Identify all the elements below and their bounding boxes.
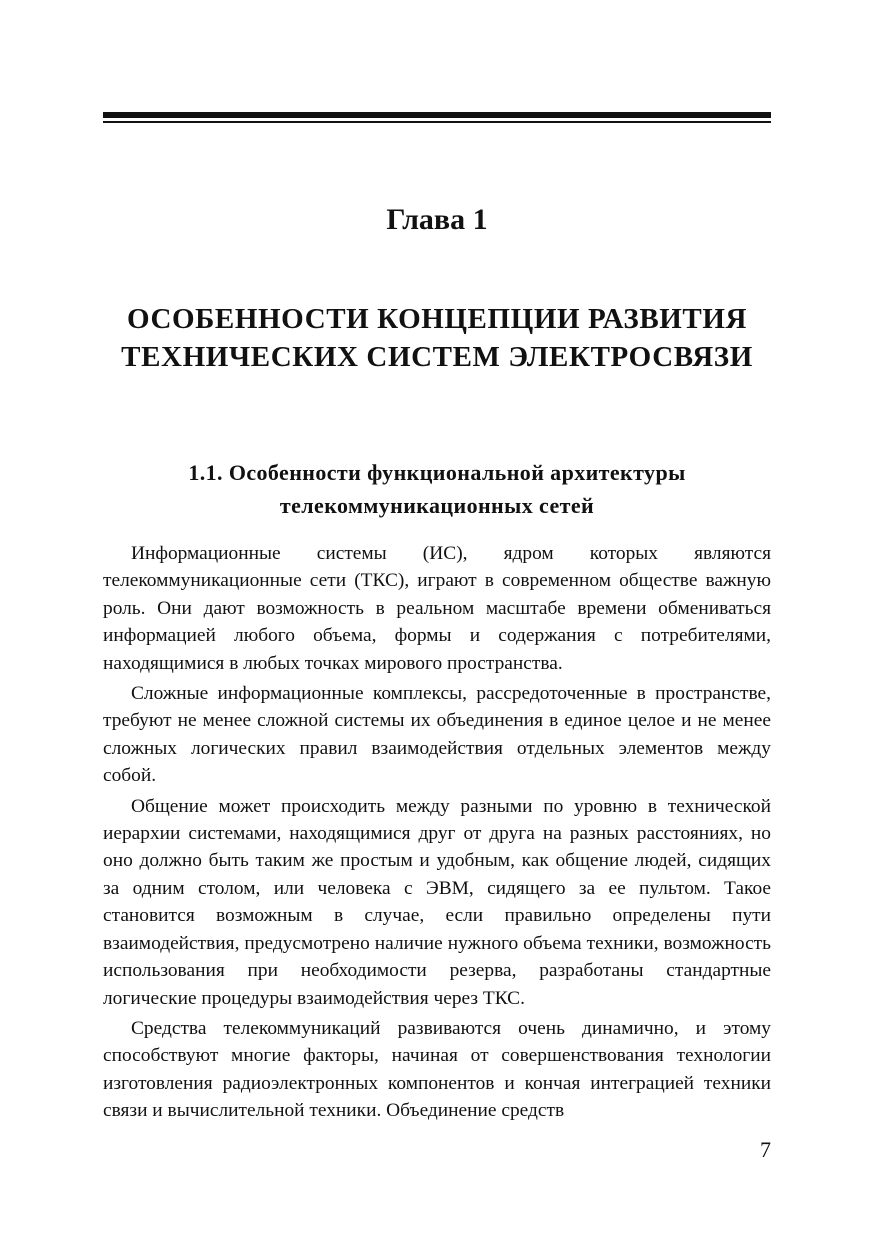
paragraph: Информационные системы (ИС), ядром которых являются телекоммуникационные сети (ТКС), играют в современном обществе важную роль. Они дают возможность в реальном масштабе времени обмениваться информацией любого объема, формы и содержания с потребителями, находящимися в любых точках мирового пространства.: [103, 543, 771, 674]
paragraph: Общение может происходить между разными по уровню в технической иерархии системами, находящимися друг от друга на разных расстояниях, но оно должно быть таким же простым и удобным, как общение людей, сидящих за одним столом, или человека с ЭВМ, сидящего за ее пультом. Такое становится возможным в случае, если правильно определены пути взаимодействия, предусмотрено наличие нужного объема техники, возможность использования при необходимости резерва, разработаны стандартные логические процедуры взаимодействия через ТКС.: [103, 795, 771, 1009]
section-heading-line: телекоммуникационных сетей: [279, 493, 595, 518]
paragraph: Сложные информационные комплексы, рассредоточенные в пространстве, требуют не менее сложной системы их объединения в единое целое и не менее сложных логических правил взаимодействия отдельных элементов между собой.: [103, 683, 771, 787]
header-rule-thin: [103, 121, 771, 123]
chapter-title-line: ОСОБЕННОСТИ КОНЦЕПЦИИ РАЗВИТИЯ: [126, 303, 748, 335]
chapter-title: [103, 300, 771, 376]
chapter-label: Глава 1: [386, 203, 488, 236]
header-rule-thick: [103, 112, 771, 118]
section-heading-line: 1.1. Особенности функциональной архитектуры: [188, 460, 686, 485]
body-text: [103, 540, 771, 1128]
chapter-title-line: ТЕХНИЧЕСКИХ СИСТЕМ ЭЛЕКТРОСВЯЗИ: [121, 341, 753, 373]
page-number: 7: [760, 1137, 771, 1162]
section-heading: [103, 456, 771, 522]
paragraph: Средства телекоммуникаций развиваются очень динамично, и этому способствуют многие факторы, начиная от совершенствования технологии изготовления радиоэлектронных компонентов и кончая интеграцией техники связи и вычислительной техники. Объединение средств: [103, 1017, 771, 1122]
